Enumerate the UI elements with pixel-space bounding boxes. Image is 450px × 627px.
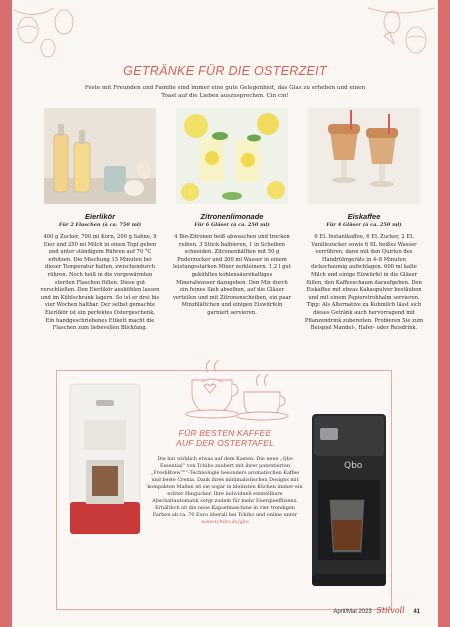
- coffee-promo-text: [146, 456, 304, 526]
- recipe-body: 4 Bio-Zitronen heiß abwaschen und trocken reiben. 3 Stück halbieren, 1 in Scheiben schneiden. Zitronenhälften mit 50 g Puderzucker und 300 ml Wasser in einem leistungsstarken Mixer zerkleinern. 1,2 l gut gekühltes kohlensäurehaltiges Mineralwasser dazugeben. Den Mix durch ein feines Sieb abseihen, auf die Gläser verteilen und mit Zitronenscheiben, ein paar Minzblättchen und einigen Eiswürfeln garniert servieren.: [172, 234, 292, 316]
- page-number: 41: [413, 609, 420, 615]
- issue-label: April/Mai 2023: [333, 609, 372, 615]
- recipe-title: Eierlikör: [84, 212, 115, 221]
- page-title: GETRÄNKE FÜR DIE OSTERZEIT: [123, 64, 327, 78]
- page-footer: [333, 606, 420, 615]
- qbo-machine-black-image: [306, 410, 392, 600]
- intro-text: Feste mit Freunden und Familie sind immer eine gute Gelegenheit, das Glas zu erheben und einen Toast auf die Lieben auszusprechen. Cin cin!: [84, 85, 366, 99]
- recipe-body: 400 g Zucker, 700 ml Korn, 200 g Sahne, 9 Eier und 250 ml Milch in einen Topf geben und unter ständigem Rühren auf 70 °C erhitzen. Die Mischung 15 Minuten bei dieser Temperatur halten, zwischendurch rühren. Noch heiß in die vorgewärmten sterilen Flaschen füllen. Diese gut verschließen. Den Eierlikör auskühlen lassen und im Kühlschrank lagern. So ist er drei bis vier Wochen haltbar. Der selbst gemachte Eierlikör ist ein perfektes Ostergeschenk. Ein handgeschriebenes Etikett macht die Flaschen zum liebevollen Blickfang.: [40, 234, 160, 332]
- qbo-machine-white-image: [62, 380, 148, 540]
- zitronenlimonade-photo: [176, 108, 288, 204]
- eiskaffee-photo: [308, 108, 420, 204]
- machine-brand-label: Qbo: [344, 461, 363, 471]
- recipe-yield: Für 2 Flaschen (à ca. 750 ml): [58, 222, 142, 228]
- recipe-eierlikoer: [40, 212, 160, 333]
- magazine-brand: Stilvoll: [376, 606, 405, 615]
- coffee-description: Die hat wirklich etwas auf dem Kasten: Die neue „Qbo Essential“ von Tchibo zaubert mit ihrer patentierten „FreshBrew™“-Technologie besonders aromatischen Kaffee und beste Crema. Dank ihres minimalistischen Designs mit kompakten Maßen ist sie sogar in kleinsten Küchen immer ein echter Hingucker. Ihre individuell einstellbare Abschaltautomatik sorgt zudem für mehr Energieeffizienz. Erhältlich ist die neue Kapselmaschine in vier trendigen Farben ab ca. 70 Euro überall bei Tchibo und online unter: [147, 456, 303, 518]
- eierlikoer-photo: [44, 108, 156, 204]
- coffee-url-link[interactable]: www.tchibo.de/qbo: [201, 519, 249, 525]
- recipe-title: Zitronenlimonade: [200, 212, 264, 221]
- magazine-page: [12, 0, 438, 627]
- recipe-title: Eiskaffee: [347, 212, 381, 221]
- recipe-body: 6 EL Instantkaffee, 6 EL Zucker, 2 EL Vanillezucker sowie 6 EL heißes Wasser verrühren, dann mit den Quirlen des Handrührgeräts in 4–8 Minuten dickschaumig aufschlagen. 600 ml kalte Milch und einige Eiswürfel in die Gläser füllen, den Kaffeeschaum daraufgeben. Den Eiskaffee mit etwas Kakaopulver bestäuben und mit einem Papierstrohhalm servieren. Tipp: Als Alternative zu Kuhmilch lässt sich dieses Getränk auch hervorragend mit Pflanzendrink zubereiten. Probieren Sie zum Beispiel Mandel-, Hafer- oder Reisdrink.: [304, 234, 424, 332]
- coffee-title-line1: FÜR BESTEN KAFFEE: [178, 428, 272, 438]
- coffee-cups-illustration: [182, 352, 302, 424]
- recipe-eiskaffee: [304, 212, 424, 333]
- recipe-yield: Für 4 Gläser (à ca. 250 ml): [326, 222, 402, 228]
- recipe-zitronenlimonade: [172, 212, 292, 318]
- easter-egg-decoration: [12, 0, 438, 70]
- recipe-yield: Für 6 Gläser (à ca. 250 ml): [194, 222, 270, 228]
- coffee-title-line2: AUF DER OSTERTAFEL: [175, 438, 275, 448]
